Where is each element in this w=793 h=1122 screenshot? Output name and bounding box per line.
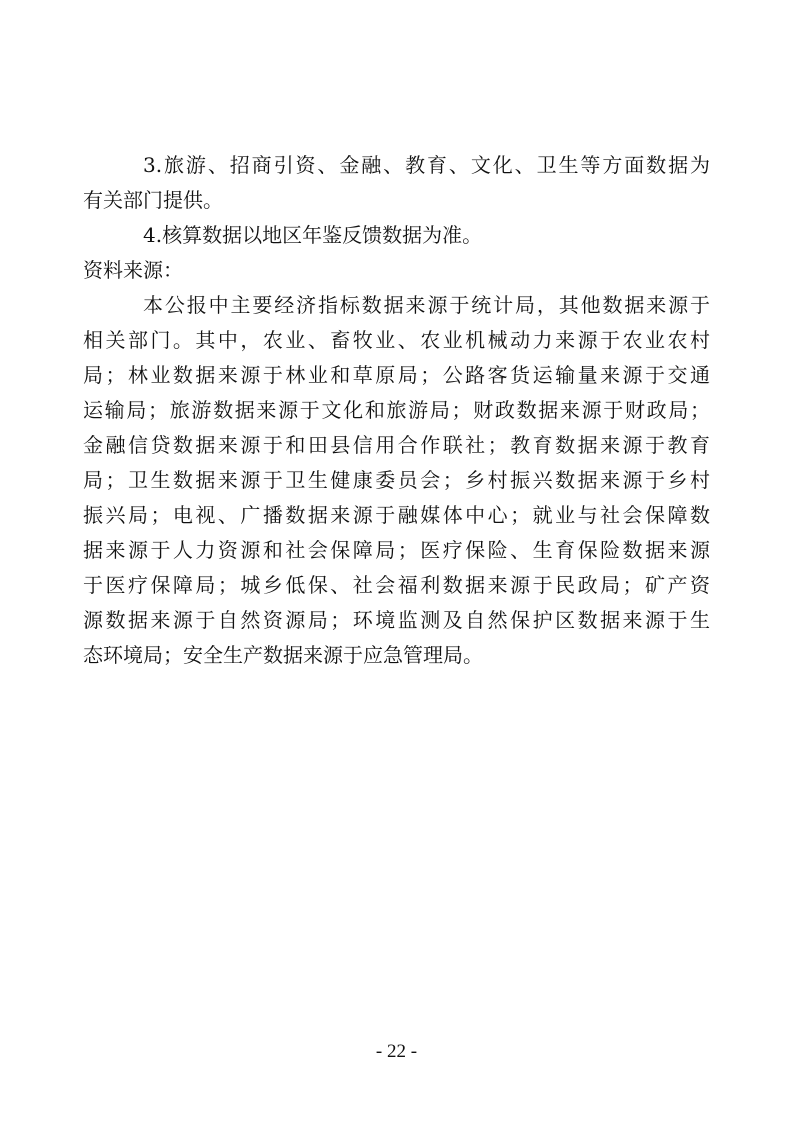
sources-paragraph-line-8: 据来源于人力资源和社会保障局；医疗保险、生育保险数据来源 [83, 538, 710, 562]
sources-paragraph-line-11: 态环境局；安全生产数据来源于应急管理局。 [83, 643, 483, 667]
sources-paragraph-line-4: 运输局；旅游数据来源于文化和旅游局；财政数据来源于财政局； [83, 398, 710, 422]
sources-paragraph-line-9: 于医疗保障局；城乡低保、社会福利数据来源于民政局；矿产资 [83, 573, 710, 597]
sources-paragraph-line-3: 局；林业数据来源于林业和草原局；公路客货运输量来源于交通 [83, 363, 710, 387]
sources-paragraph-line-10: 源数据来源于自然资源局；环境监测及自然保护区数据来源于生 [83, 608, 710, 632]
sources-paragraph-line-1: 本公报中主要经济指标数据来源于统计局，其他数据来源于 [143, 293, 710, 317]
sources-paragraph-line-2: 相关部门。其中，农业、畜牧业、农业机械动力来源于农业农村 [83, 328, 710, 352]
sources-paragraph-line-6: 局；卫生数据来源于卫生健康委员会；乡村振兴数据来源于乡村 [83, 468, 710, 492]
sources-paragraph-line-5: 金融信贷数据来源于和田县信用合作联社；教育数据来源于教育 [83, 433, 710, 457]
document-body [83, 148, 710, 673]
note-4-line: 4.核算数据以地区年鉴反馈数据为准。 [143, 223, 483, 247]
sources-paragraph-line-7: 振兴局；电视、广播数据来源于融媒体中心；就业与社会保障数 [83, 503, 710, 527]
page-number: - 22 - [375, 1041, 418, 1062]
sources-heading: 资料来源： [83, 258, 183, 282]
note-3-line-2: 有关部门提供。 [83, 188, 223, 212]
note-3-line-1: 3.旅游、招商引资、金融、教育、文化、卫生等方面数据为 [143, 153, 710, 177]
